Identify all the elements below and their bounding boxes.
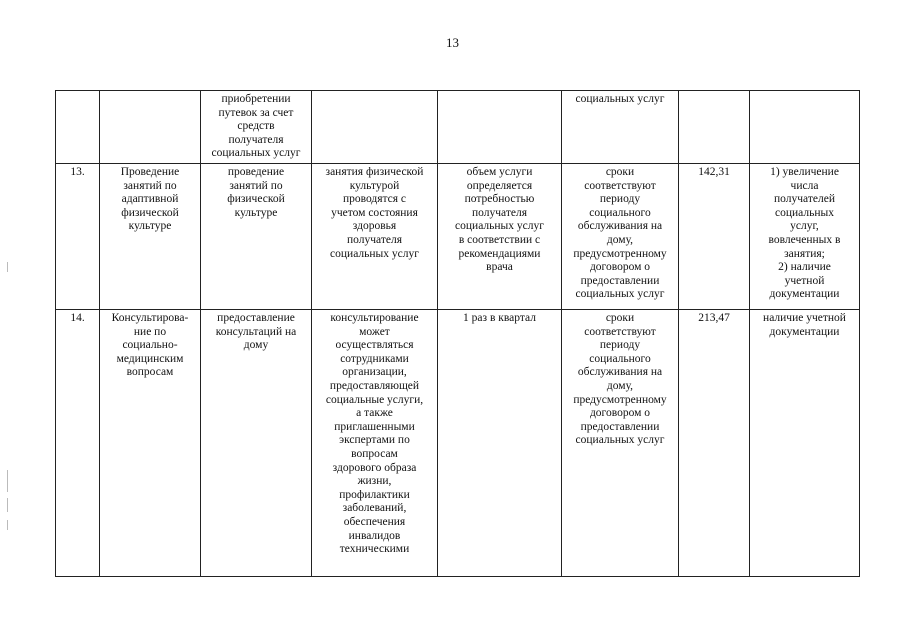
row-number-cell: 13.: [56, 164, 100, 310]
service-name-cell: Проведение занятий по адаптивной физической культуре: [100, 164, 201, 310]
service-name-cell: Консультирова- ние по социально- медицинским вопросам: [100, 310, 201, 577]
row-number-cell: [56, 91, 100, 164]
service-content-cell: предоставление консультаций на дому: [201, 310, 312, 577]
service-terms-cell: социальных услуг: [562, 91, 679, 164]
margin-mark: [7, 262, 8, 272]
quality-indicators-cell: наличие учетной документации: [750, 310, 860, 577]
service-content-cell: приобретении путевок за счет средств получателя социальных услуг: [201, 91, 312, 164]
margin-mark: [7, 470, 8, 492]
services-table: [55, 90, 860, 577]
margin-mark: [7, 520, 8, 530]
service-content-cell: проведение занятий по физической культуре: [201, 164, 312, 310]
service-volume-cell: 1 раз в квартал: [438, 310, 562, 577]
service-tariff-cell: [679, 91, 750, 164]
table-row: [56, 164, 860, 310]
margin-mark: [7, 498, 8, 512]
service-description-cell: [312, 91, 438, 164]
table-row: [56, 91, 860, 164]
service-name-cell: [100, 91, 201, 164]
quality-indicators-cell: [750, 91, 860, 164]
service-description-cell: занятия физической культурой проводятся с учетом состояния здоровья получателя социальных услуг: [312, 164, 438, 310]
row-number-cell: 14.: [56, 310, 100, 577]
table-row: [56, 310, 860, 577]
page-number: 13: [446, 35, 459, 50]
quality-indicators-cell: 1) увеличение числа получателей социальных услуг, вовлеченных в занятия; 2) наличие учетной документации: [750, 164, 860, 310]
service-tariff-cell: 213,47: [679, 310, 750, 577]
service-description-cell: консультирование может осуществляться сотрудниками организации, предоставляющей социальные услуги, а также приглашенными экспертами по вопросам здорового образа жизни, профилактики заболеваний, обеспечения инвалидов техническими: [312, 310, 438, 577]
service-tariff-cell: 142,31: [679, 164, 750, 310]
service-volume-cell: [438, 91, 562, 164]
service-terms-cell: сроки соответствуют периоду социального обслуживания на дому, предусмотренному договором о предоставлении социальных услуг: [562, 310, 679, 577]
service-terms-cell: сроки соответствуют периоду социального обслуживания на дому, предусмотренному договором о предоставлении социальных услуг: [562, 164, 679, 310]
service-volume-cell: объем услуги определяется потребностью получателя социальных услуг в соответствии с рекомендациями врача: [438, 164, 562, 310]
